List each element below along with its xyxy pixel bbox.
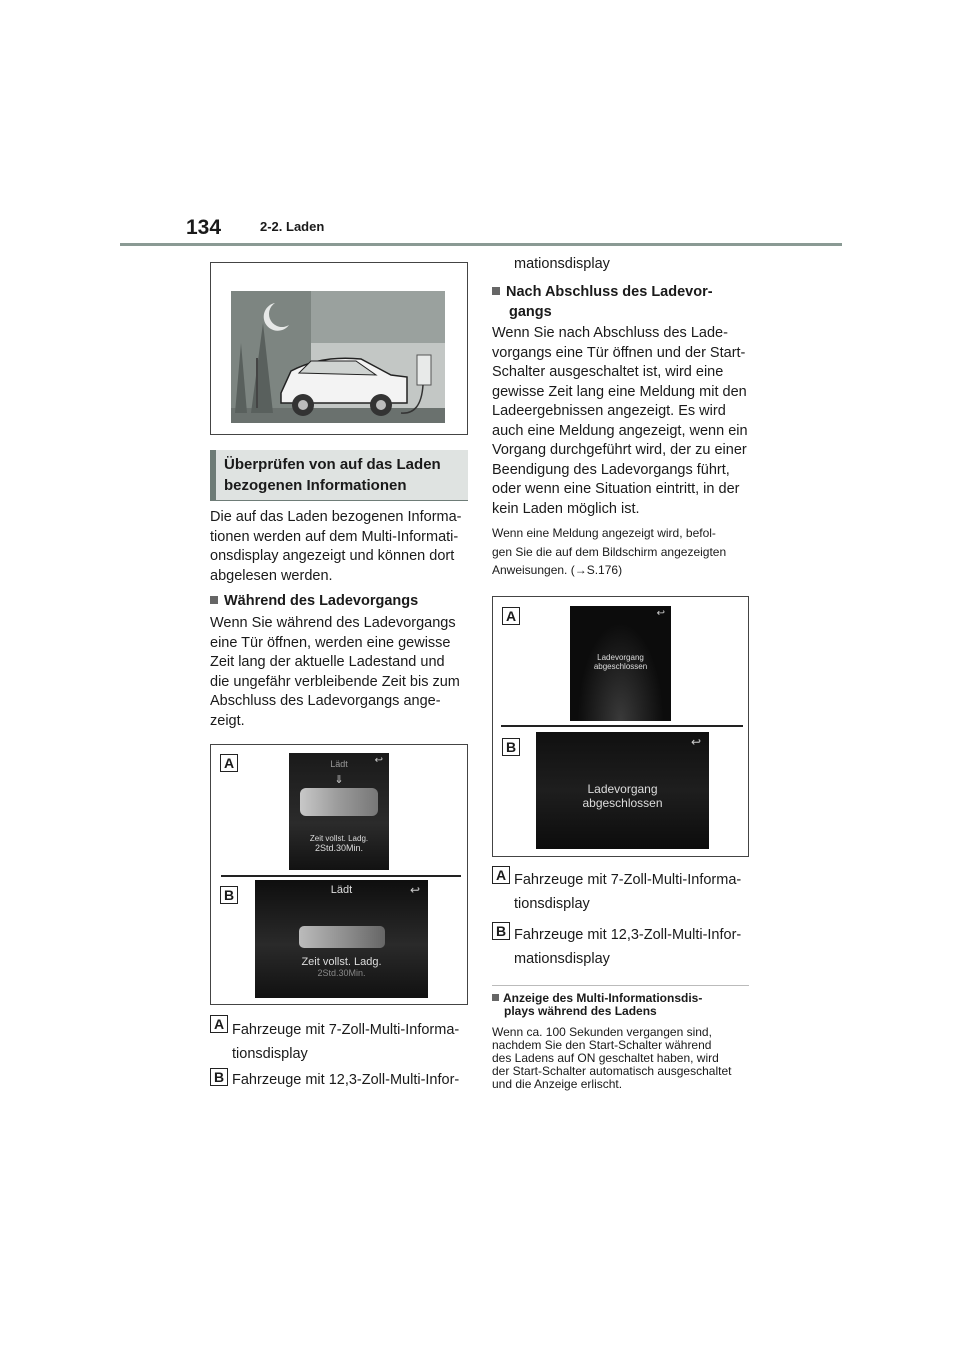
car-charging-illustration	[211, 263, 467, 434]
complete-text-2: abgeschlossen	[582, 796, 663, 810]
subheading-text: gangs	[509, 303, 552, 320]
note-line: gen Sie die auf dem Bildschirm angezeigten	[492, 544, 727, 559]
note-line: Wenn eine Meldung angezeigt wird, befol-	[492, 526, 716, 540]
complete-text-1: Ladevorgang	[587, 782, 658, 796]
subheading-text: plays während des Ladens	[504, 1004, 657, 1018]
square-bullet-icon	[492, 287, 500, 295]
intro-paragraph	[210, 508, 472, 586]
header-rule	[120, 243, 842, 246]
legend-line: Fahrzeuge mit 7-Zoll-Multi-Informa-	[514, 872, 742, 888]
para-line: Abschluss des Ladevorgangs ange-	[210, 693, 441, 709]
label-a: A	[502, 607, 520, 625]
screen-title: Lädt	[330, 759, 348, 769]
legend-line: tionsdisplay	[514, 896, 590, 912]
page-number: 134	[186, 216, 222, 239]
para-line: kein Laden möglich ist.	[492, 500, 640, 517]
para-line: Zeit lang der aktuelle Ladestand und	[210, 654, 445, 670]
label-a: A	[220, 754, 238, 772]
legend-label-a: A	[492, 866, 510, 884]
legend-b-text: Fahrzeuge mit 12,3-Zoll-Multi-Infor-	[232, 1072, 460, 1088]
battery-icon	[300, 788, 378, 816]
back-icon: ↩	[656, 608, 665, 619]
legend-a-text	[514, 868, 741, 916]
legend-line: Fahrzeuge mit 7-Zoll-Multi-Informa-	[232, 1022, 460, 1038]
para-line: Schalter ausgeschaltet ist, wird eine	[492, 364, 724, 380]
intro-line: abgelesen werden.	[210, 567, 333, 584]
label-b: B	[502, 738, 520, 756]
para-line: eine Tür öffnen, werden eine gewisse	[210, 634, 451, 651]
legend-label-b: B	[210, 1068, 228, 1086]
battery-icon	[299, 926, 385, 948]
back-icon: ↩	[374, 755, 383, 766]
legend-b-text	[514, 923, 741, 971]
charging-display-figure	[210, 744, 468, 1005]
para-line: Beendigung des Ladevorgangs führt,	[492, 461, 730, 478]
heading-rule	[210, 500, 468, 501]
time-label: Zeit vollst. Ladg.	[301, 956, 382, 968]
complete-text-1: Ladevorgang	[597, 653, 644, 662]
para-line: Vorgang durchgeführt wird, der zu einer	[492, 442, 747, 458]
legend-line: mationsdisplay	[514, 951, 610, 967]
screen-12inch-complete	[536, 732, 709, 849]
during-charging-paragraph	[210, 614, 472, 731]
back-icon: ↩	[409, 883, 420, 897]
figure-divider	[501, 725, 743, 727]
legend-label-b: B	[492, 922, 510, 940]
note-line: und die Anzeige erlischt.	[492, 1077, 623, 1091]
charge-arrow-icon: ⇓	[334, 774, 344, 786]
subheading-text: Während des Ladevorgangs	[224, 593, 419, 609]
intro-line: Die auf das Laden bezogenen Informa-	[210, 509, 462, 525]
section-heading	[210, 450, 468, 501]
screen-7inch-charging	[289, 753, 389, 870]
heading-line-1: Überprüfen von auf das Laden	[224, 456, 441, 473]
complete-text-2: abgeschlossen	[593, 662, 648, 671]
display-note-paragraph	[492, 1026, 754, 1091]
subheading-after-charging	[492, 283, 713, 322]
para-line: die ungefähr verbleibende Zeit bis zum	[210, 673, 460, 690]
continued-text: mationsdisplay	[514, 256, 610, 272]
after-charging-paragraph	[492, 324, 754, 519]
legend-label-a: A	[210, 1015, 228, 1033]
note-line: Anweisungen. (→S.176)	[492, 563, 623, 577]
section-title: 2-2. Laden	[260, 219, 325, 234]
charging-illustration-frame	[210, 262, 468, 435]
time-value: 2Std.30Min.	[317, 968, 366, 978]
screen-12inch-charging	[255, 880, 428, 998]
note-paragraph	[492, 524, 754, 580]
legend-line: tionsdisplay	[232, 1046, 308, 1062]
para-line: vorgangs eine Tür öffnen und der Start-	[492, 344, 746, 361]
note-line: Wenn ca. 100 Sekunden vergangen sind,	[492, 1025, 712, 1039]
subheading-text: Anzeige des Multi-Informationsdis-	[503, 991, 703, 1005]
para-line: Ladeergebnissen angezeigt. Es wird	[492, 403, 726, 419]
para-line: zeigt.	[210, 712, 245, 729]
subheading-text: Nach Abschluss des Ladevor-	[506, 284, 713, 300]
legend-line: Fahrzeuge mit 12,3-Zoll-Multi-Infor-	[514, 927, 742, 943]
note-rule	[492, 985, 749, 986]
note-line: der Start-Schalter automatisch ausgeschaltet	[492, 1064, 732, 1078]
screen-7inch-complete	[570, 606, 671, 721]
intro-line: tionen werden auf dem Multi-Informati-	[210, 528, 459, 545]
back-icon: ↩	[690, 735, 701, 749]
screen-title: Lädt	[330, 884, 353, 896]
note-line: des Ladens auf ON geschaltet haben, wird	[492, 1051, 719, 1065]
para-line: Wenn Sie nach Abschluss des Lade-	[492, 325, 728, 341]
time-value: 2Std.30Min.	[314, 843, 364, 853]
charge-complete-figure	[492, 596, 749, 857]
subheading-during-charging	[210, 592, 418, 612]
para-line: auch eine Meldung angezeigt, wenn ein	[492, 422, 748, 439]
square-bullet-icon	[492, 994, 499, 1001]
intro-line: onsdisplay angezeigt und können dort	[210, 548, 455, 564]
para-line: gewisse Zeit lang eine Meldung mit den	[492, 383, 747, 400]
time-label: Zeit vollst. Ladg.	[309, 834, 369, 843]
note-line: nachdem Sie den Start-Schalter während	[492, 1038, 712, 1052]
label-b: B	[220, 886, 238, 904]
heading-line-2: bezogenen Informationen	[224, 477, 407, 494]
para-line: oder wenn eine Situation eintritt, in der	[492, 481, 740, 497]
figure-divider	[221, 875, 461, 877]
subheading-display-during-charging	[492, 992, 702, 1018]
square-bullet-icon	[210, 596, 218, 604]
legend-a-text	[232, 1018, 459, 1066]
para-line: Wenn Sie während des Ladevorgangs	[210, 615, 456, 631]
